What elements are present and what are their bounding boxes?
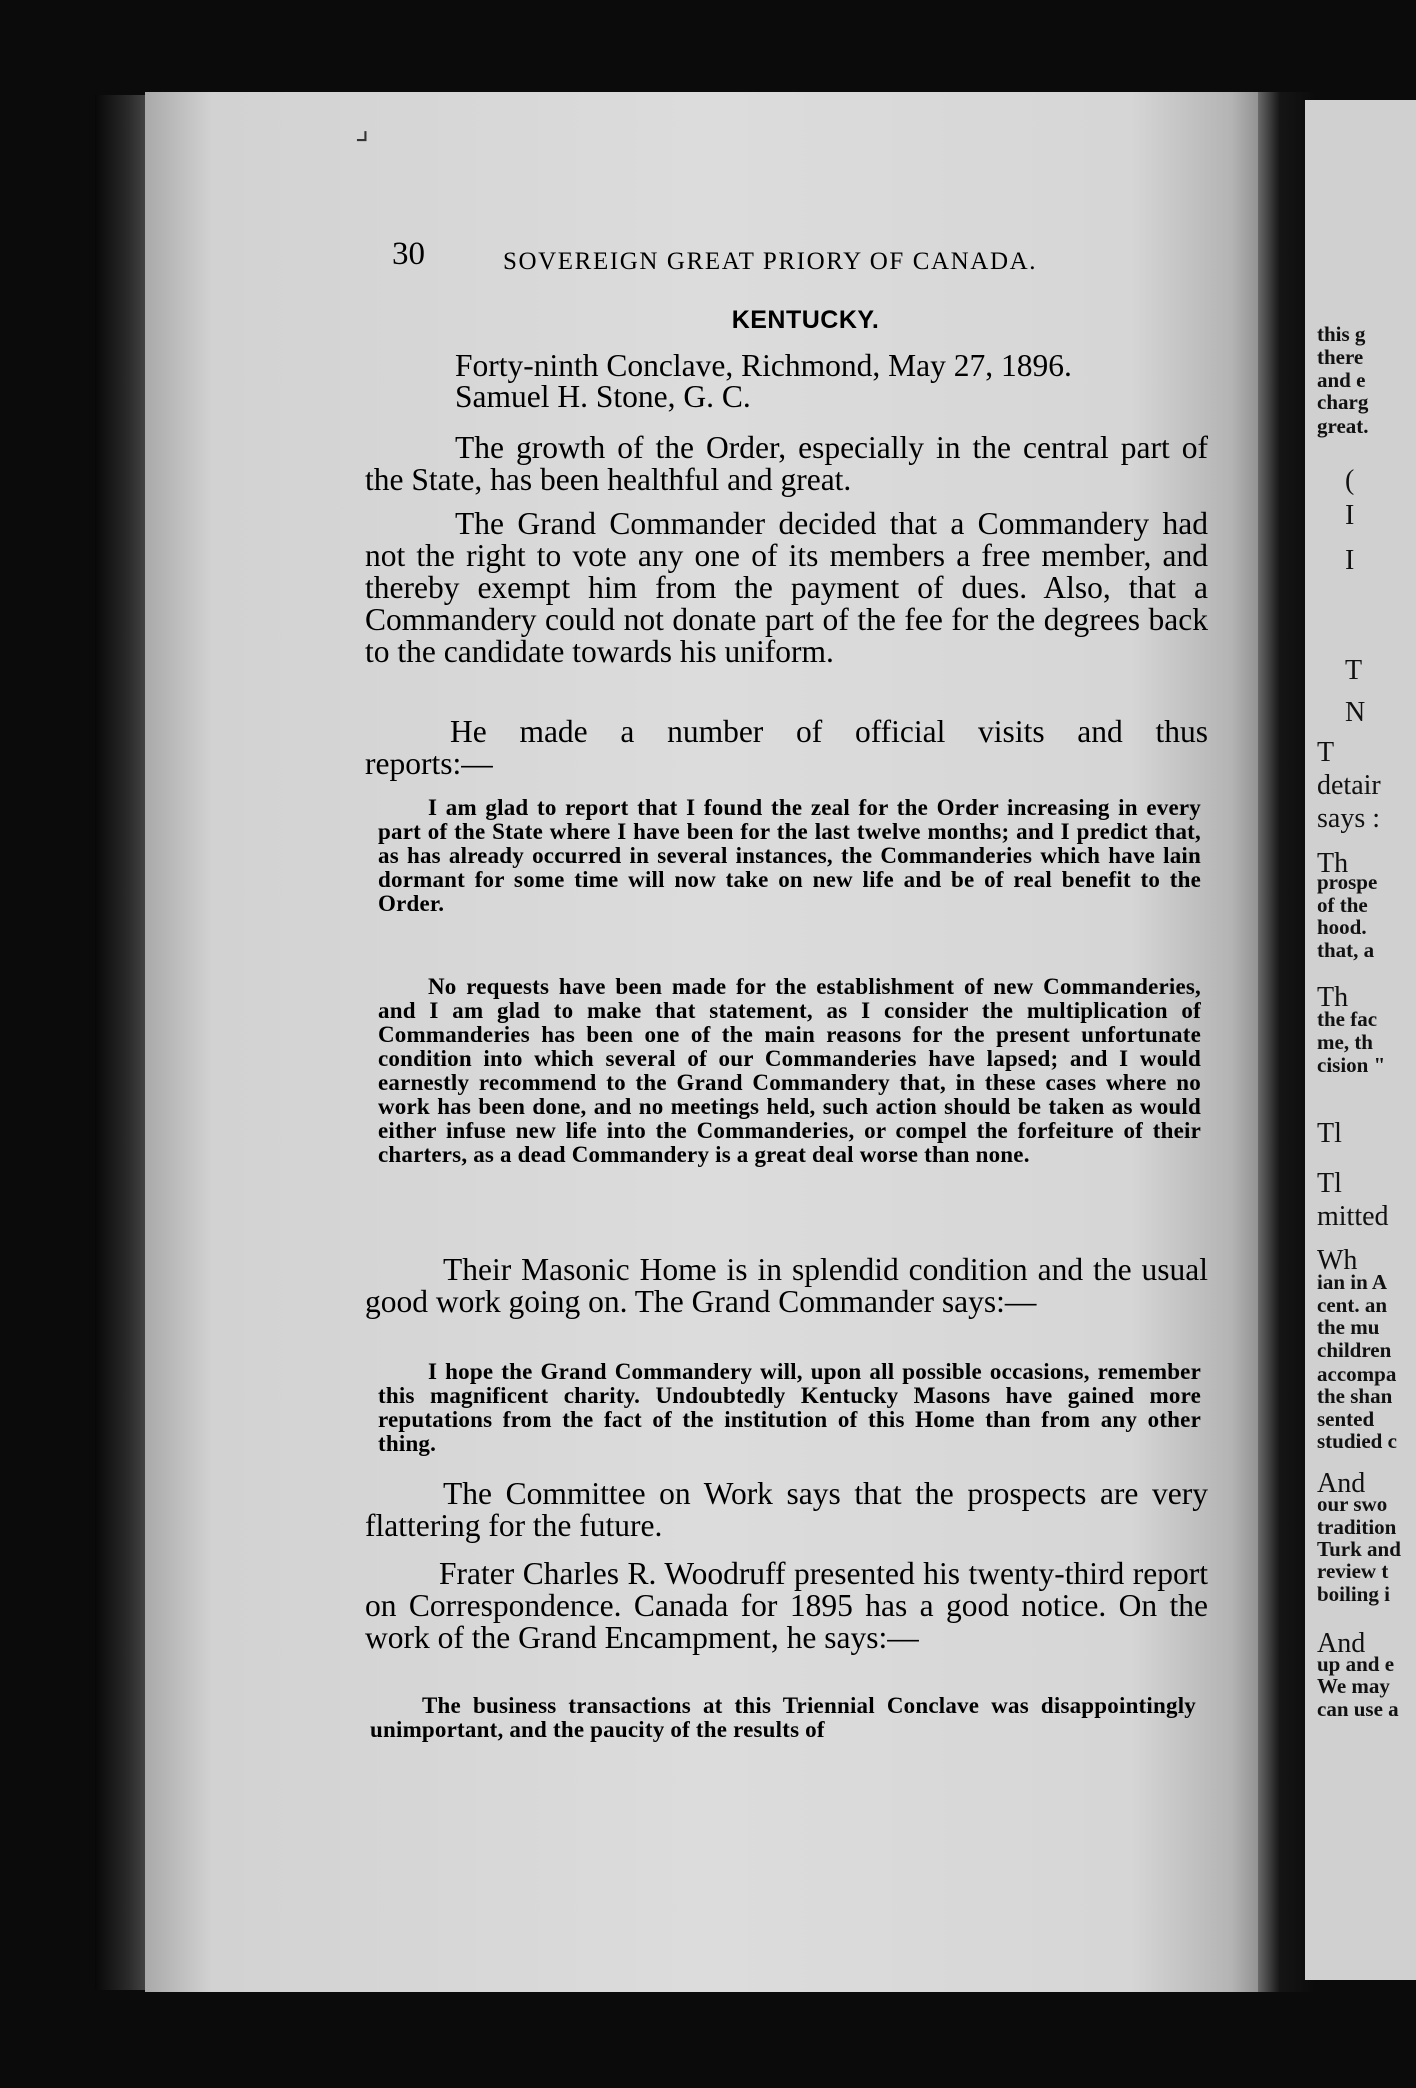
paragraph: The growth of the Order, especially in the central part of the State, has been healthful and great. [365,430,1208,497]
facing-page-text: up and e [1317,1652,1395,1676]
quotation: The business transactions at this Triennial Conclave was disappointingly unimportant, and the paucity of the results of [370,1693,1196,1742]
facing-page-text: N [1345,697,1366,728]
facing-page-text: And [1317,1468,1366,1499]
facing-page-text: hood. [1317,915,1367,939]
pencil-mark: ⌟ [355,113,370,146]
facing-page-text: Tl [1317,1168,1342,1199]
quotation: I am glad to report that I found the zeal for the Order increasing in every part of the State where I have been for the last twelve months; and I predict that, as has already occurred in several instances, the Commanderies which have lain dormant for some time will now take on new life and be of real benefit to the Order. [378,795,1201,916]
paragraph-masonic-home [365,1254,1208,1318]
facing-page-text: children [1317,1338,1392,1362]
facing-page-text: of the [1317,893,1368,917]
facing-page-text: charg [1317,390,1369,414]
facing-page-text: T [1345,655,1363,686]
facing-page-text: and e [1317,368,1366,392]
facing-page-text: detair [1317,770,1381,801]
facing-page-text: And [1317,1628,1366,1659]
facing-page-text: mitted [1317,1201,1389,1232]
facing-page-text: prospe [1317,870,1378,894]
paragraph: The Grand Commander decided that a Commandery had not the right to vote any one of its members a free member, and thereby exempt him from the payment of dues. Also, that a Commandery could not donate part of the fee for the degrees back to the candidate towards his uniform. [365,506,1208,669]
facing-page-text: Th [1317,848,1349,879]
paragraph-woodruff [365,1558,1208,1654]
section-heading: KENTUCKY. [731,306,880,334]
conclave-line: Forty-ninth Conclave, Richmond, May 27, 1896. [455,348,1072,383]
facing-page-text: says : [1317,803,1380,834]
facing-page-text: the shan [1317,1384,1393,1408]
paragraph-committee [365,1478,1208,1542]
facing-page-text: studied c [1317,1429,1397,1453]
paragraph-decision [365,508,1208,668]
quotation: I hope the Grand Commandery will, upon all possible occasions, remember this magnificent charity. Undoubtedly Kentucky Masons have gained more reputations from the fact of the institution of this Home than from any other thing. [378,1359,1201,1456]
facing-page-text: T [1317,737,1335,768]
facing-page-text: Turk and [1317,1537,1401,1561]
facing-page-text: review t [1317,1559,1389,1583]
paragraph-growth [365,432,1208,496]
facing-page-text: I [1345,500,1355,531]
facing-page-text: ( [1345,465,1355,496]
paragraph: Frater Charles R. Woodruff presented his twenty-third report on Correspondence. Canada for 1895 has a good notice. On the work of the Grand Encampment, he says:— [365,1556,1208,1655]
facing-page-text: sented [1317,1407,1375,1431]
commander-line: Samuel H. Stone, G. C. [455,379,751,414]
facing-page-text: the mu [1317,1315,1380,1339]
facing-page-text: me, th [1317,1030,1373,1054]
facing-page-text: that, a [1317,938,1375,962]
facing-page-text: the fac [1317,1007,1378,1031]
book-left-edge [95,95,150,1990]
facing-page-text: Th [1317,982,1349,1013]
quote-requests [378,975,1201,1167]
facing-page-text: We may [1317,1674,1390,1698]
facing-page-text: there [1317,345,1364,369]
running-title: SOVEREIGN GREAT PRIORY OF CANADA. [503,248,1038,275]
quote-zeal [378,796,1201,916]
paragraph: Their Masonic Home is in splendid condition and the usual good work going on. The Grand Commander says:— [365,1252,1208,1319]
facing-page-text: ian in A [1317,1270,1388,1294]
page-number: 30 [392,236,425,272]
paragraph: He made a number of official visits and thus reports:— [365,714,1208,781]
quote-charity [378,1360,1201,1456]
facing-page-text: accompa [1317,1362,1397,1386]
facing-page-text: boiling i [1317,1582,1390,1606]
facing-page-text: cision " [1317,1053,1386,1077]
quotation: No requests have been made for the establishment of new Commanderies, and I am glad to make that statement, as I consider the multiplication of Commanderies has been one of the main reasons for the present unfortunate condition into which several of our Commanderies have lapsed; and I would earnestly recommend to the Grand Commandery that, in these cases where no work has been done, and no meetings held, such action should be taken as would either infuse new life into the Commanderies, or compel the forfeiture of their charters, as a dead Commandery is a great deal worse than none. [378,974,1201,1167]
paragraph: The Committee on Work says that the prospects are very flattering for the future. [365,1476,1208,1543]
facing-page-text: great. [1317,414,1369,438]
facing-page-text: Tl [1317,1118,1342,1149]
facing-page-text: Wh [1317,1245,1358,1276]
facing-page-text: can use a [1317,1697,1399,1721]
facing-page-text: tradition [1317,1515,1397,1539]
facing-page-text: our swo [1317,1492,1388,1516]
facing-page-text: I [1345,545,1355,576]
intro-block [365,350,1208,413]
facing-page-text: cent. an [1317,1293,1387,1317]
facing-page-fragment [1305,100,1416,1980]
quote-triennial [370,1694,1196,1742]
facing-page-text: this g [1317,322,1366,346]
paragraph-visits [365,716,1208,780]
